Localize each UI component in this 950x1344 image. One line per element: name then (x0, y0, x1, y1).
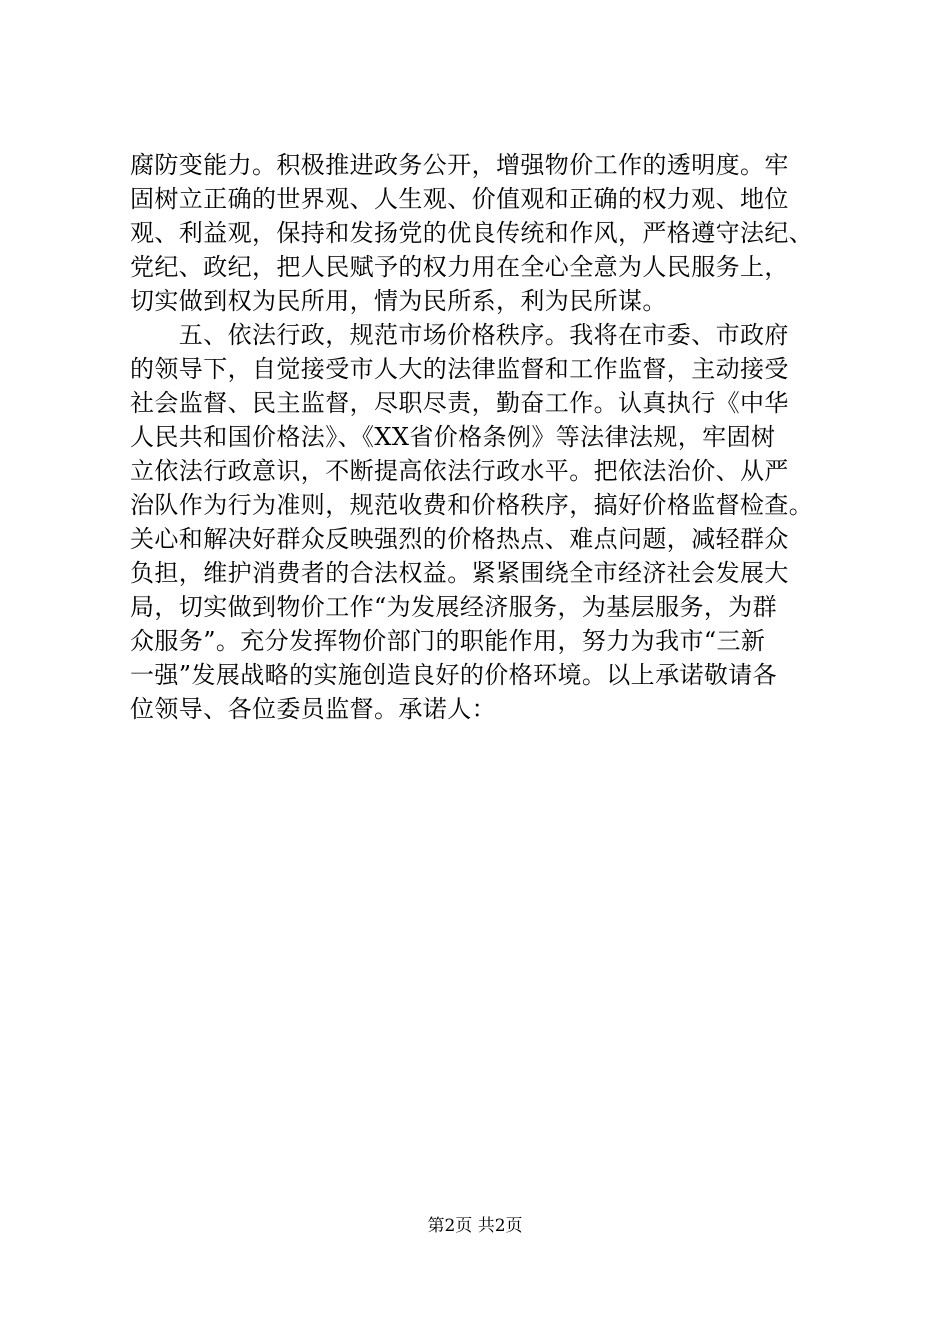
text-line: 党纪、政纪，把人民赋予的权力用在全心全意为人民服务上， (130, 253, 789, 281)
text-line: 观、利益观，保持和发扬党的优良传统和作风，严格遵守法纪、 (130, 219, 814, 247)
body-text (130, 148, 830, 726)
text-line: 人民共和国价格法》、《XX省价格条例》等法律法规，牢固树 (130, 423, 776, 451)
text-line: 的领导下，自觉接受市人大的法律监督和工作监督，主动接受 (130, 355, 789, 383)
text-line: 一强”发展战略的实施创造良好的价格环境。以上承诺敬请各 (130, 661, 778, 689)
text-line: 五、依法行政，规范市场价格秩序。我将在市委、市政府 (130, 321, 789, 349)
text-line: 治队作为行为准则，规范收费和价格秩序，搞好价格监督检查。 (130, 491, 814, 519)
text-line: 位领导、各位委员监督。承诺人： (130, 695, 496, 723)
text-line: 局，切实做到物价工作“为发展经济服务，为基层服务，为群 (130, 593, 778, 621)
text-line: 立依法行政意识，不断提高依法行政水平。把依法治价、从严 (130, 457, 789, 485)
text-line: 关心和解决好群众反映强烈的价格热点、难点问题，减轻群众 (130, 525, 789, 553)
text-line: 负担，维护消费者的合法权益。紧紧围绕全市经济社会发展大 (130, 559, 789, 587)
text-line: 腐防变能力。积极推进政务公开，增强物价工作的透明度。牢 (130, 151, 789, 179)
text-line: 社会监督、民主监督，尽职尽责，勤奋工作。认真执行《中华 (130, 389, 789, 417)
text-line: 固树立正确的世界观、人生观、价值观和正确的权力观、地位 (130, 185, 789, 213)
text-line: 众服务”。充分发挥物价部门的职能作用，努力为我市“三新 (130, 627, 766, 655)
text-line: 切实做到权为民所用，情为民所系，利为民所谋。 (130, 287, 667, 315)
page-footer: 第2页 共2页 (427, 1216, 523, 1236)
